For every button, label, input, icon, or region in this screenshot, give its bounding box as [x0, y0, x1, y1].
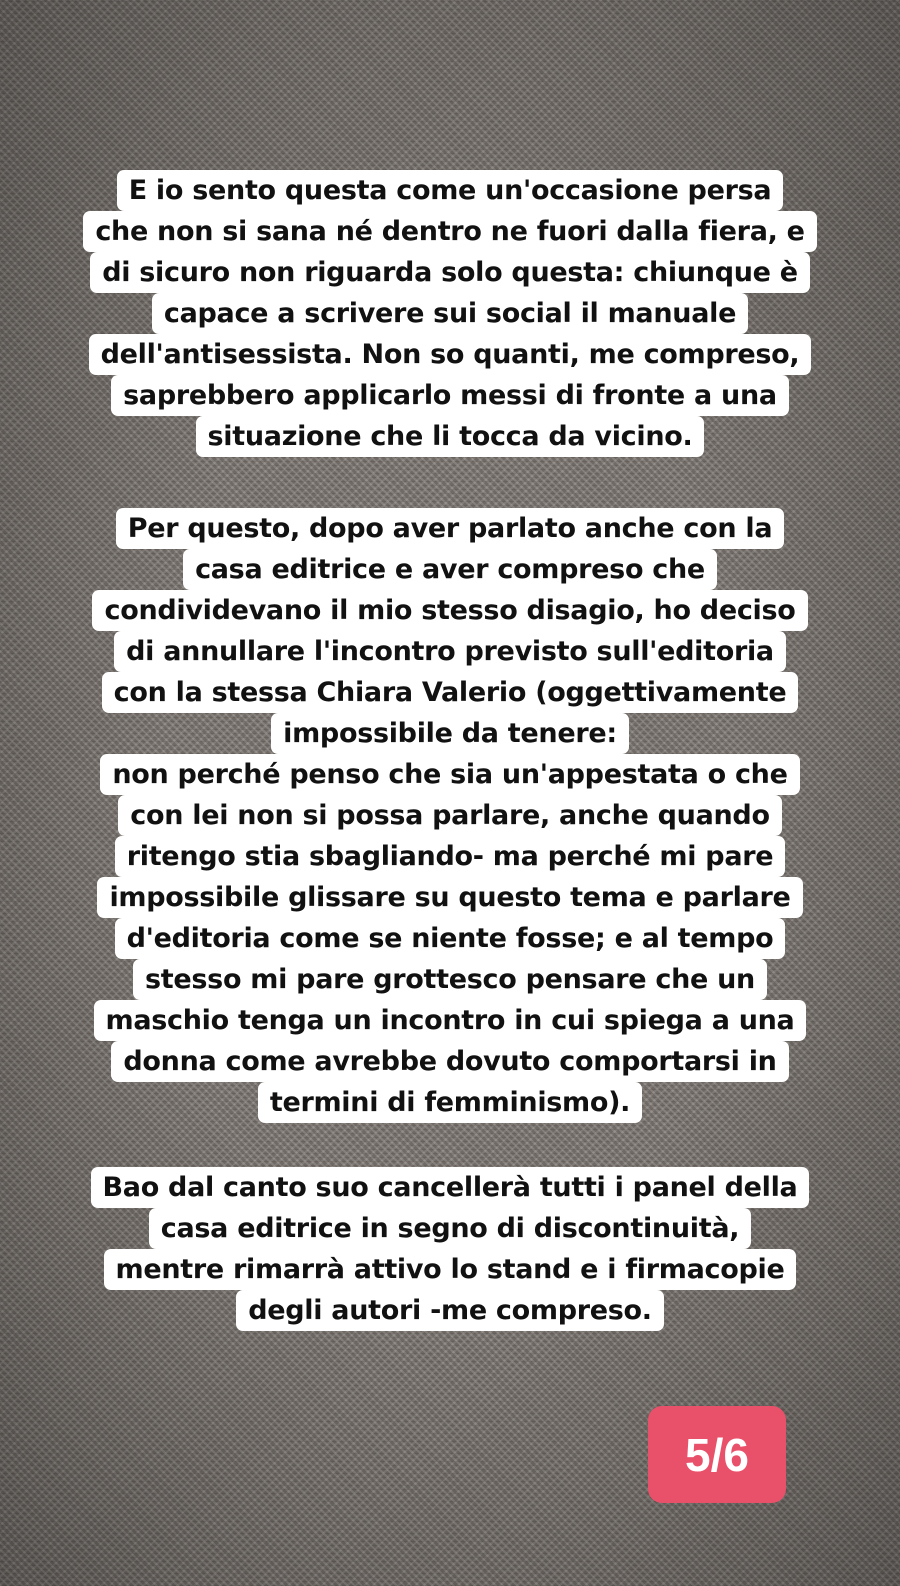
- text-line: degli autori -me compreso.: [236, 1290, 664, 1331]
- paragraph-3: [50, 1167, 850, 1331]
- text-line: d'editoria come se niente fosse; e al tempo: [115, 918, 786, 959]
- text-line: di annullare l'incontro previsto sull'editoria: [114, 631, 786, 672]
- text-line: condividevano il mio stesso disagio, ho deciso: [92, 590, 807, 631]
- text-line: con la stessa Chiara Valerio (oggettivamente: [102, 672, 799, 713]
- text-line: impossibile da tenere:: [271, 713, 629, 754]
- paragraph-2: [50, 508, 850, 1123]
- text-line: dell'antisessista. Non so quanti, me compreso,: [89, 334, 812, 375]
- text-line: maschio tenga un incontro in cui spiega a una: [94, 1000, 807, 1041]
- text-line: capace a scrivere sui social il manuale: [152, 293, 748, 334]
- paragraph-1: [50, 170, 850, 457]
- text-line: situazione che li tocca da vicino.: [196, 416, 705, 457]
- text-line: mentre rimarrà attivo lo stand e i firmacopie: [104, 1249, 797, 1290]
- text-line: casa editrice e aver compreso che: [183, 549, 717, 590]
- text-line: con lei non si possa parlare, anche quando: [118, 795, 781, 836]
- text-line: che non si sana né dentro ne fuori dalla fiera, e: [83, 211, 816, 252]
- text-line: non perché penso che sia un'appestata o che: [100, 754, 799, 795]
- text-line: casa editrice in segno di discontinuità,: [149, 1208, 751, 1249]
- text-line: Per questo, dopo aver parlato anche con la: [116, 508, 784, 549]
- text-line: stesso mi pare grottesco pensare che un: [133, 959, 767, 1000]
- text-line: saprebbero applicarlo messi di fronte a una: [111, 375, 789, 416]
- text-line: di sicuro non riguarda solo questa: chiunque è: [90, 252, 810, 293]
- text-line: ritengo stia sbagliando- ma perché mi pare: [115, 836, 786, 877]
- text-line: termini di femminismo).: [258, 1082, 642, 1123]
- text-line: Bao dal canto suo cancellerà tutti i panel della: [91, 1167, 810, 1208]
- text-line: donna come avrebbe dovuto comportarsi in: [111, 1041, 788, 1082]
- text-line: impossibile glissare su questo tema e parlare: [97, 877, 802, 918]
- text-line: E io sento questa come un'occasione persa: [117, 170, 784, 211]
- page-indicator-badge: 5/6: [648, 1406, 786, 1503]
